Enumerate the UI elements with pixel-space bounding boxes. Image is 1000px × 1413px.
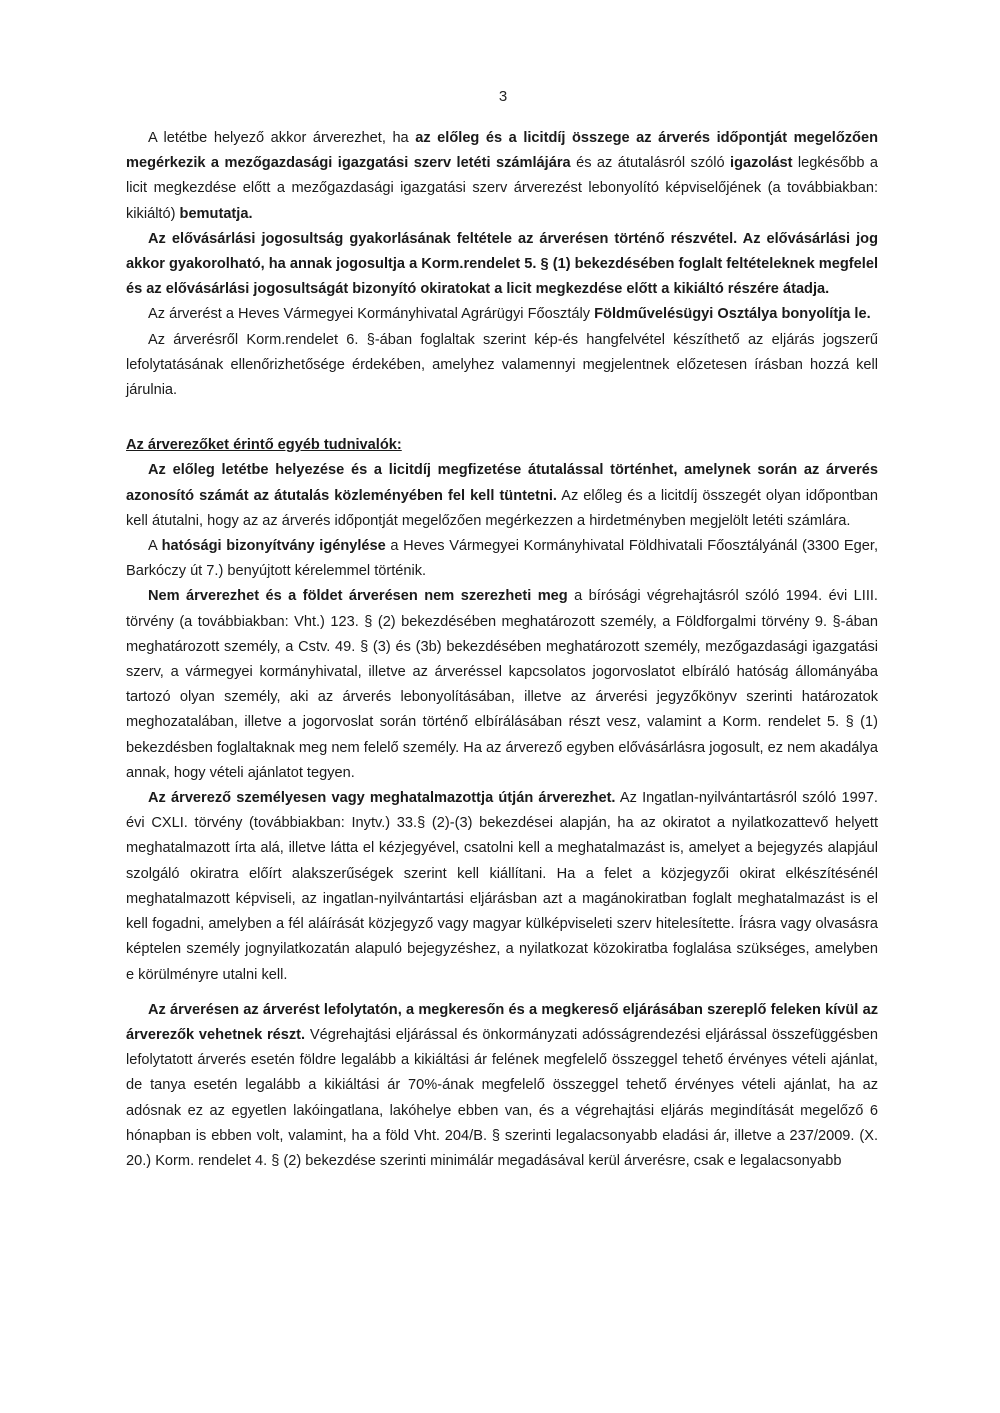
text-run-bold: Földművelésügyi Osztálya bonyolítja le. <box>594 306 871 323</box>
intro-paragraph <box>126 126 878 227</box>
document-body <box>126 126 878 1174</box>
text-run: Az árverést a Heves Vármegyei Kormányhivatal Agrárügyi Főosztály <box>148 306 595 323</box>
text-run: Az árverésről Korm.rendelet 6. §-ában foglaltak szerint kép-és hangfelvétel készíthető az eljárás jogszerű lefolytatásának ellenőrizhetősége érdekében, amelyhez valamennyi megjelentnek előzetesen írásban hozzá kell járulnia. <box>126 331 878 399</box>
info-paragraph <box>126 458 878 534</box>
info-section <box>126 458 878 1174</box>
intro-paragraph <box>126 227 878 303</box>
section-heading: Az árverezőket érintő egyéb tudnivalók: <box>126 437 402 454</box>
text-run: a bírósági végrehajtásról szóló 1994. évi LIII. törvény (a továbbiakban: Vht.) 123. § (2) bekezdésében meghatározott személy, a Földforgalmi törvény 9. §-ában meghatározott személy, a Cstv. 49. § (3) és (3b) bekezdésében meghatározott személy, mezőgazdasági igazgatási szerv, a vármegyei kormányhivatal, illetve az árveréssel kapcsolatos jogorvoslatot elbíráló hatóság állományába tartozó olyan személy, aki az árverés lebonyolításában, illetve az árverési jegyzőkönyv szerinti határozatok meghozatalában, illetve a jogorvoslat során történő elbírálásában részt vesz, valamint a Korm. rendelet 5. § (1) bekezdésben foglaltaknak meg nem felelő személy. Ha az árverező egyben elővásárlásra jogosult, ez nem akadálya annak, hogy vételi ajánlatot tegyen. <box>126 588 878 781</box>
intro-paragraph <box>126 328 878 404</box>
text-run: Végrehajtási eljárással és önkormányzati adósságrendezési eljárással összefüggésben lefolytatott árverés esetén földre legalább a kikiáltási ár felének megfelelő összeggel tehető érvényes vételi ajánlat, de tanya esetén legalább a kikiáltási ár 70%-ának megfelelő összeggel tehető érvényes vételi ajánlat, ha az adósnak ez az egyetlen lakóingatlana, lakóhelye ebben van, és a végrehajtási eljárás megindítását megelőző 6 hónapban is ebben volt, valamint, ha a föld Vht. 204/B. § szerinti legalacsonyabb eladási ár, illetve a 237/2009. (X. 20.) Korm. rendelet 4. § (2) bekezdése szerinti minimálár megadásával kerül árverésre, csak e legalacsonyabb <box>126 1026 879 1169</box>
text-run: Az előleg és a licitdíj összegét olyan időpontban kell átutalni, hogy az az árverés időpontját megelőzően megérkezzen a hirdetményben megjelölt letéti számlára. <box>126 487 878 529</box>
text-run-bold: hatósági bizonyítvány igénylése <box>161 538 386 555</box>
intro-paragraph <box>126 302 878 327</box>
text-run-bold: igazolást <box>730 155 793 172</box>
text-run-bold: az előleg és a licitdíj összege az árverés időpontját megelőzően megérkezik a mezőgazdasági igazgatási szerv letéti számlájára <box>126 130 878 172</box>
info-paragraph <box>126 534 878 584</box>
text-run-bold: Az előleg letétbe helyezése és a licitdíj megfizetése átutalással történhet, amelynek során az árverés azonosító számát az átutalás közleményében fel kell tüntetni. <box>126 462 878 504</box>
text-run: A <box>148 538 162 555</box>
text-run: A letétbe helyező akkor árverezhet, ha <box>148 130 416 146</box>
text-run-bold: Nem árverezhet és a földet árverésen nem szerezheti meg <box>148 588 568 605</box>
info-paragraph <box>126 584 878 786</box>
text-run: legkésőbb a licit megkezdése előtt a mezőgazdasági igazgatási szerv árverezést lebonyolító képviselőjének (a továbbiakban: kikiáltó) <box>126 155 878 222</box>
text-run: és az átutalásról szóló <box>570 155 731 172</box>
text-run-bold: Az elővásárlási jogosultság gyakorlásának feltétele az árverésen történő részvétel. Az elővásárlási jog akkor gyakorolható, ha annak jogosultja a Korm.rendelet 5. § (1) bekezdésében foglalt feltételeknek megfelel és az elővásárlási jogosultságát bizonyító okiratokat a licit megkezdése előtt a kikiáltó részére átadja. <box>126 230 878 298</box>
info-paragraph <box>126 998 878 1174</box>
text-run-bold: bemutatja. <box>179 205 253 222</box>
page-number: 3 <box>498 88 508 105</box>
intro-section <box>126 126 878 403</box>
text-run-bold: Az árverésen az árverést lefolytatón, a megkeresőn és a megkereső eljárásában szereplő feleken kívül az árverezők vehetnek részt. <box>126 1001 878 1043</box>
info-paragraph <box>126 786 878 988</box>
text-run: Az Ingatlan-nyilvántartásról szóló 1997. évi CXLI. törvény (továbbiakban: Inytv.) 33.§ (2)-(3) bekezdései alapján, ha az okiratot a nyilatkozattevő helyett meghatalmazott írta alá, illetve látta el kézjegyével, csatolni kell a meghatalmazást is, amelyet a bejegyzés alapjául szolgáló okiratra előírt alakszerűségek szerint kell kiállítani. Ha a felet a közjegyzői okirat elkészítésénél meghatalmazott képviseli, az ingatlan-nyilvántartási eljárásban azt a magánokiratban foglalt meghatalmazást is el kell fogadni, amelyben a fél aláírását közjegyző vagy magyar külképviseleti szerv hitelesítette. Írásra vagy olvasásra képtelen személy jognyilatkozatán alapuló bejegyzéshez, a nyilatkozat közokiratba foglalása szükséges, amelyben e körülményre utalni kell. <box>126 790 878 983</box>
text-run: a Heves Vármegyei Kormányhivatal Földhivatali Főosztályánál (3300 Eger, Barkóczy út 7.) benyújtott kérelemmel történik. <box>126 538 879 580</box>
text-run-bold: Az árverező személyesen vagy meghatalmazottja útján árverezhet. <box>148 790 616 807</box>
